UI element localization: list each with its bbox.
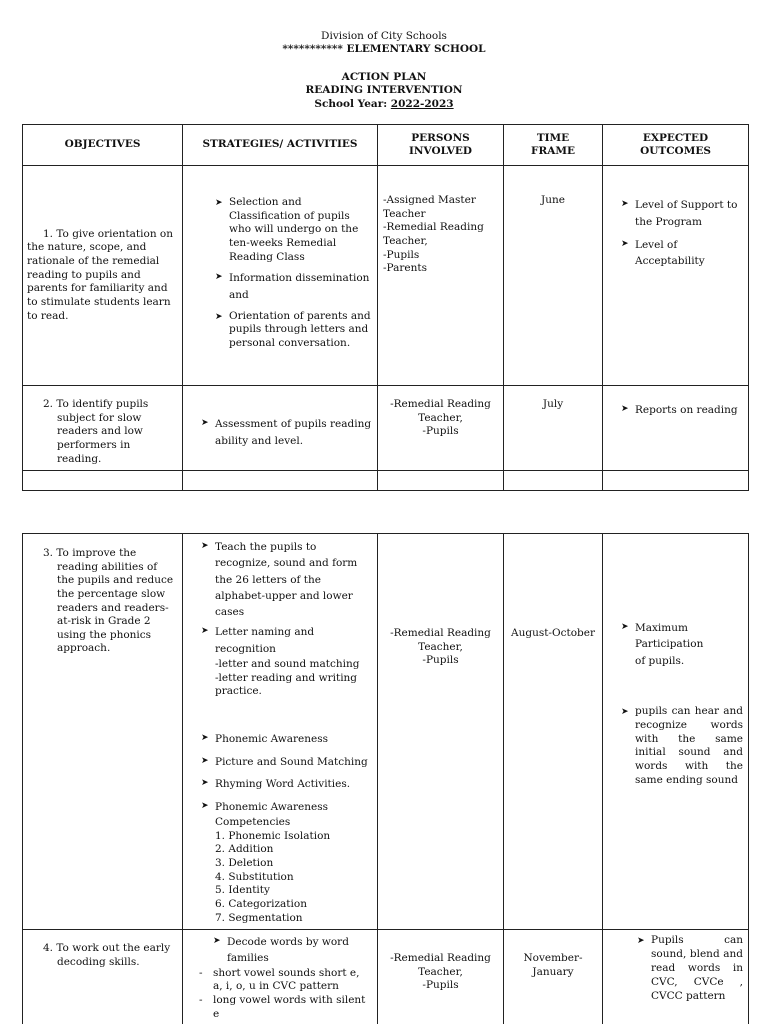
arrowhead-bullet-icon: ➤ — [621, 199, 629, 209]
arrowhead-bullet-icon: ➤ — [201, 801, 209, 812]
list-item — [201, 776, 372, 793]
list-item — [201, 539, 372, 620]
outcomes-cell — [603, 386, 749, 471]
person-entry: -Pupils — [422, 425, 459, 438]
strategy-text: Decode words by word families — [227, 936, 349, 965]
time-cell: November-January — [504, 930, 603, 1024]
strategy-text: Information dissemination and — [229, 272, 370, 301]
list-item — [215, 196, 372, 264]
empty-cell — [378, 471, 504, 491]
strategy-text: long vowel words with silent e — [213, 993, 366, 1020]
time-cell: August-October — [504, 534, 603, 930]
action-plan-table-page1 — [22, 124, 749, 491]
list-item — [621, 705, 743, 788]
person-entry: -Remedial Reading Teacher, — [390, 627, 491, 653]
strategy-text: Selection and Classification of pupils who will undergo on the ten-weeks Remedial Reading Class — [229, 196, 359, 263]
arrowhead-bullet-icon: ➤ — [637, 936, 645, 947]
header-time-l1: TIME — [536, 131, 570, 144]
person-entry: -Remedial Reading Teacher, — [390, 398, 491, 424]
list-item — [215, 310, 372, 351]
person-entry: -Pupils — [422, 654, 459, 667]
table-row — [23, 930, 749, 1024]
person-entry: -Remedial Reading Teacher, — [390, 952, 491, 978]
arrowhead-bullet-icon: ➤ — [201, 418, 209, 428]
document-header — [0, 30, 768, 111]
arrowhead-bullet-icon: ➤ — [215, 311, 223, 322]
empty-cell — [504, 471, 603, 491]
school-name: *********** ELEMENTARY SCHOOL — [282, 43, 486, 56]
persons-cell — [378, 534, 504, 930]
table-row — [23, 386, 749, 471]
outcome-text: Pupils can sound, blend and read words in CVC, CVCe , CVCC pattern — [651, 934, 743, 1002]
list-item — [201, 624, 372, 658]
dash-bullet-icon: - — [199, 993, 203, 1006]
person-entry: -Assigned Master Teacher — [383, 194, 476, 220]
person-entry: -Pupils — [422, 979, 459, 992]
header-persons — [378, 125, 504, 166]
time-cell: July — [504, 386, 603, 471]
arrowhead-bullet-icon: ➤ — [621, 238, 629, 249]
competency-item: 4. Substitution — [215, 870, 294, 883]
arrowhead-bullet-icon: ➤ — [215, 272, 223, 283]
persons-cell — [378, 166, 504, 386]
strategy-text: Phonemic Awareness — [215, 801, 329, 814]
arrowhead-bullet-icon: ➤ — [201, 626, 209, 637]
list-item — [213, 934, 372, 967]
person-entry: -Parents — [383, 262, 428, 275]
header-time-l2: FRAME — [531, 145, 575, 157]
competency-item: 5. Identity — [215, 884, 270, 897]
competency-item: 7. Segmentation — [215, 911, 303, 924]
strategy-text: Orientation of parents and pupils through letters and personal conversation. — [229, 309, 371, 350]
table-row-empty — [23, 471, 749, 491]
empty-cell — [23, 471, 183, 491]
strategies-cell — [183, 930, 378, 1024]
doc-title: ACTION PLAN — [341, 70, 427, 83]
competency-item: 3. Deletion — [215, 856, 274, 869]
outcomes-cell — [603, 534, 749, 930]
outcome-text: Maximum Participation of pupils. — [635, 622, 704, 667]
arrowhead-bullet-icon: ➤ — [201, 755, 209, 766]
strategy-text: short vowel sounds short e, a, i, o, u in CVC pattern — [213, 966, 360, 993]
outcome-text: Level of Acceptability — [635, 238, 705, 268]
arrowhead-bullet-icon: ➤ — [621, 706, 629, 717]
strategy-text: Letter naming and recognition — [215, 626, 315, 656]
list-item — [621, 197, 743, 231]
objective-cell: 2. To identify pupils subject for slow readers and low performers in reading. — [23, 386, 183, 471]
list-item — [621, 620, 743, 669]
list-item — [201, 416, 372, 450]
empty-cell — [603, 471, 749, 491]
sub-activity: -letter and sound matching — [215, 657, 360, 670]
arrowhead-bullet-icon: ➤ — [621, 622, 629, 632]
person-entry: -Remedial Reading Teacher, — [383, 221, 484, 247]
strategy-text: Phonemic Awareness — [215, 732, 329, 745]
school-year-value: 2022-2023 — [390, 97, 454, 110]
objective-text: 1. To give orientation on the nature, scope, and rationale of the remedial reading to pupils and parents for familiarity and to stimulate students learn to read. — [27, 227, 174, 322]
header-time — [504, 125, 603, 166]
school-year — [0, 98, 768, 111]
person-entry: -Pupils — [383, 248, 420, 261]
arrowhead-bullet-icon: ➤ — [201, 778, 209, 789]
persons-cell — [378, 930, 504, 1024]
arrowhead-bullet-icon: ➤ — [201, 541, 209, 551]
school-year-label: School Year: — [314, 97, 391, 110]
header-persons-l2: INVOLVED — [408, 145, 472, 157]
letter-sub-activities — [201, 658, 372, 699]
time-cell: June — [504, 166, 603, 386]
objective-cell — [23, 166, 183, 386]
strategies-cell — [183, 166, 378, 386]
empty-cell — [183, 471, 378, 491]
competencies-list — [201, 816, 372, 925]
strategies-cell — [183, 386, 378, 471]
table-row — [23, 166, 749, 386]
action-plan-table-page2 — [22, 533, 749, 1024]
list-item — [199, 967, 372, 994]
list-item — [621, 402, 743, 419]
list-item — [201, 799, 372, 816]
header-outcomes: EXPECTED OUTCOMES — [603, 125, 749, 166]
table-row — [23, 534, 749, 930]
header-persons-l1: PERSONS — [411, 131, 470, 144]
strategy-text: Picture and Sound Matching — [215, 755, 368, 768]
list-item — [199, 994, 372, 1021]
arrowhead-bullet-icon: ➤ — [215, 198, 223, 208]
arrowhead-bullet-icon: ➤ — [213, 936, 221, 947]
arrowhead-bullet-icon: ➤ — [201, 732, 209, 743]
competencies-label: Competencies — [215, 816, 291, 829]
outcome-text: Level of Support to the Program — [635, 199, 738, 228]
outcome-text: Reports on reading — [635, 404, 738, 416]
objective-cell: 4. To work out the early decoding skills. — [23, 930, 183, 1024]
strategy-text: Rhyming Word Activities. — [215, 778, 351, 791]
competency-item: 2. Addition — [215, 843, 274, 856]
strategy-text: Teach the pupils to recognize, sound and form the 26 letters of the alphabet-upper and lower cases — [215, 541, 358, 619]
division-name: Division of City Schools — [321, 30, 447, 42]
header-strategies: STRATEGIES/ ACTIVITIES — [183, 125, 378, 166]
list-item — [637, 934, 743, 1003]
table-header-row — [23, 125, 749, 166]
outcomes-cell — [603, 166, 749, 386]
list-item — [215, 270, 372, 304]
objective-cell: 3. To improve the reading abilities of the pupils and reduce the percentage slow readers and readers-at-risk in Grade 2 using the phonics approach. — [23, 534, 183, 930]
competency-item: 6. Categorization — [215, 897, 307, 910]
sub-activity: -letter reading and writing practice. — [215, 671, 358, 698]
outcome-text: pupils can hear and recognize words with the same initial sound and words with the same ending sound — [635, 704, 743, 787]
competency-item: 1. Phonemic Isolation — [215, 829, 331, 842]
outcomes-cell — [603, 930, 749, 1024]
header-objectives: OBJECTIVES — [23, 125, 183, 166]
doc-subtitle: READING INTERVENTION — [305, 84, 463, 97]
persons-cell — [378, 386, 504, 471]
list-item — [621, 237, 743, 271]
list-item — [201, 754, 372, 771]
dash-bullet-icon: - — [199, 966, 203, 979]
arrowhead-bullet-icon: ➤ — [621, 404, 629, 414]
list-item — [201, 731, 372, 748]
strategy-text: Assessment of pupils reading ability and level. — [215, 418, 372, 447]
strategies-cell — [183, 534, 378, 930]
